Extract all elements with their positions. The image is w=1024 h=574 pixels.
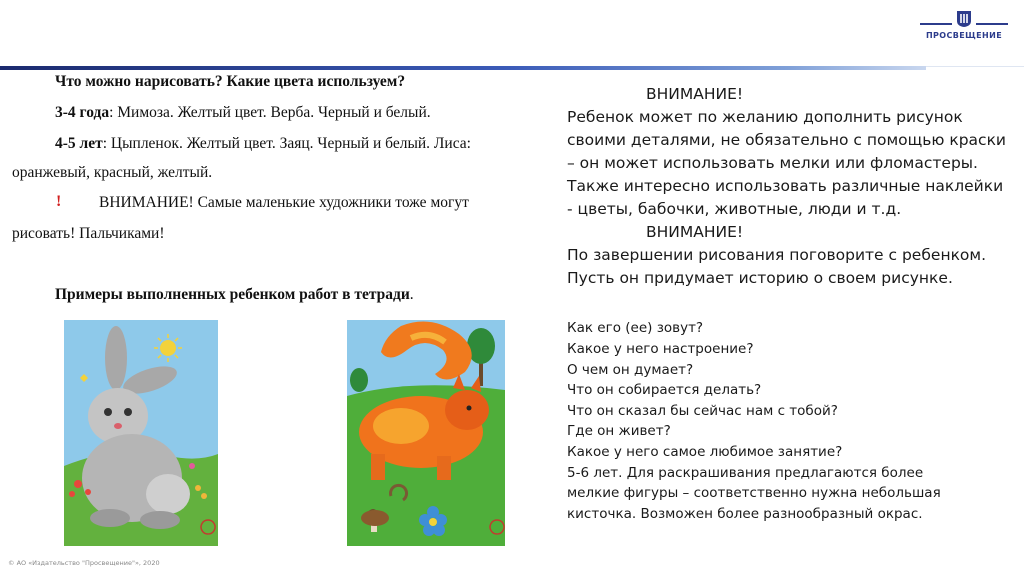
age-4-5-line-2: оранжевый, красный, желтый. (12, 164, 213, 181)
age-4-5-line (55, 134, 471, 154)
question-5: Что он сказал бы сейчас нам с тобой? (567, 403, 838, 419)
para2-line-2: Пусть он придумает историю о своем рисунке. (567, 269, 953, 287)
para1-line-1: Ребенок может по желанию дополнить рисунок (567, 108, 963, 126)
prosveshchenie-logo (916, 8, 1012, 42)
warning-line-2: рисовать! Пальчиками! (12, 225, 165, 242)
header-rule (0, 66, 926, 70)
para1-line-3: – он может использовать мелки или фломастеры. (567, 154, 978, 172)
rabbit-drawing-image (58, 316, 224, 550)
age-3-4-text: : Мимоза. Желтый цвет. Верба. Черный и белый. (109, 104, 431, 121)
para1-line-2: своими деталями, не обязательно с помощью краски (567, 131, 1007, 149)
left-title: Что можно нарисовать? Какие цвета используем? (55, 73, 406, 90)
para1-line-4: Также интересно использовать различные наклейки (567, 177, 1004, 195)
examples-title-end: . (409, 286, 414, 303)
question-7: Какое у него самое любимое занятие? (567, 444, 843, 460)
question-6: Где он живет? (567, 423, 671, 439)
age-5-6-line-1: 5-6 лет. Для раскрашивания предлагаются более (567, 465, 924, 481)
logo-shield-icon (956, 10, 972, 28)
logo-left-bar (920, 23, 952, 25)
fox-drawing-image (341, 316, 511, 550)
logo-text: ПРОСВЕЩЕНИЕ (925, 31, 1003, 40)
question-2: Какое у него настроение? (567, 341, 754, 357)
examples-title: Примеры выполненных ребенком работ в тетради (55, 286, 410, 303)
age-4-5-label: 4-5 лет (55, 135, 103, 152)
para2-line-1: По завершении рисования поговорите с ребенком. (567, 246, 987, 264)
logo-right-bar (976, 23, 1008, 25)
attention-heading-2: ВНИМАНИЕ! (646, 223, 744, 241)
examples-title-line (55, 285, 414, 305)
warning-line-1: ВНИМАНИЕ! Самые маленькие художники тоже могут (99, 194, 469, 211)
attention-heading-1: ВНИМАНИЕ! (646, 85, 744, 103)
copyright-footer: © АО «Издательство "Просвещение"», 2020 (8, 559, 160, 567)
age-4-5-text: : Цыпленок. Желтый цвет. Заяц. Черный и белый. Лиса: (102, 135, 471, 152)
age-3-4-label: 3-4 года (55, 104, 110, 121)
warning-exclamation-icon: ! (56, 193, 62, 210)
age-5-6-line-3: кисточка. Возможен более разнообразный окрас. (567, 506, 923, 522)
age-3-4-line (55, 103, 431, 123)
age-5-6-line-2: мелкие фигуры – соответственно нужна небольшая (567, 485, 941, 501)
question-4: Что он собирается делать? (567, 382, 762, 398)
header-rule-tail (926, 66, 1024, 67)
question-3: О чем он думает? (567, 362, 694, 378)
question-1: Как его (ее) зовут? (567, 320, 704, 336)
para1-line-5: - цветы, бабочки, животные, люди и т.д. (567, 200, 902, 218)
